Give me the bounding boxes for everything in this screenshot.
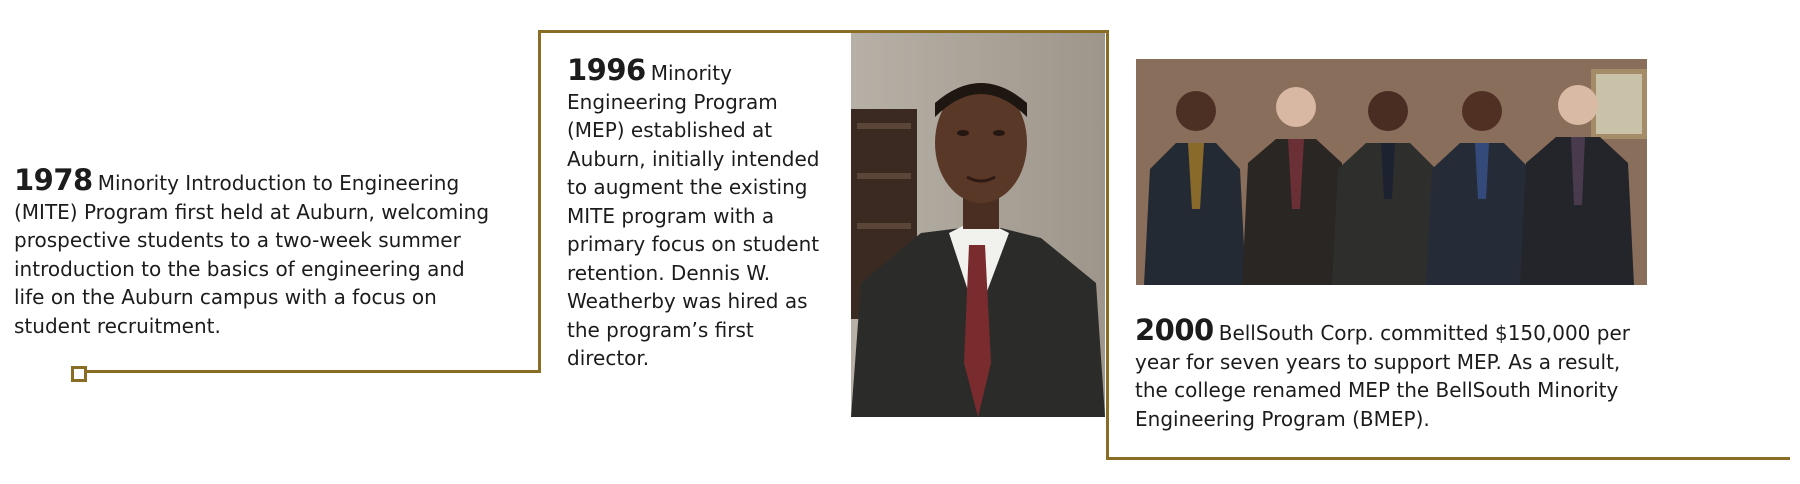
bellsouth-group-photo [1136,59,1647,285]
timeline-line-bottom [1106,457,1790,460]
timeline-entry-2000 [1135,313,1635,433]
entry-text: Minority Introduction to Engineering (MITE) Program first held at Auburn, welcoming prospective students to a two-week summer introduction to the basics of engineering and life on the Auburn campus with a focus on student recruitment. [14,171,490,338]
timeline-marker-icon [71,366,87,382]
timeline-line-right-vertical [1106,30,1109,460]
entry-text: BellSouth Corp. committed $150,000 per year for seven years to support MEP. As a result, the college renamed MEP the BellSouth Minority Engineering Program (BMEP). [1135,321,1630,431]
entry-year: 2000 [1135,313,1214,347]
entry-year: 1978 [14,163,93,197]
director-portrait-photo [851,33,1105,417]
timeline-entry-1978 [14,163,500,340]
timeline-entry-1996 [567,53,829,373]
entry-year: 1996 [567,53,646,87]
entry-text: Minority Engineering Program (MEP) established at Auburn, initially intended to augment the existing MITE program with a primary focus on student retention. Dennis W. Weatherby was hired as the program’s first director. [567,61,820,370]
timeline-line-1978-horizontal [81,370,541,373]
timeline-line-1978-vertical [538,30,541,373]
